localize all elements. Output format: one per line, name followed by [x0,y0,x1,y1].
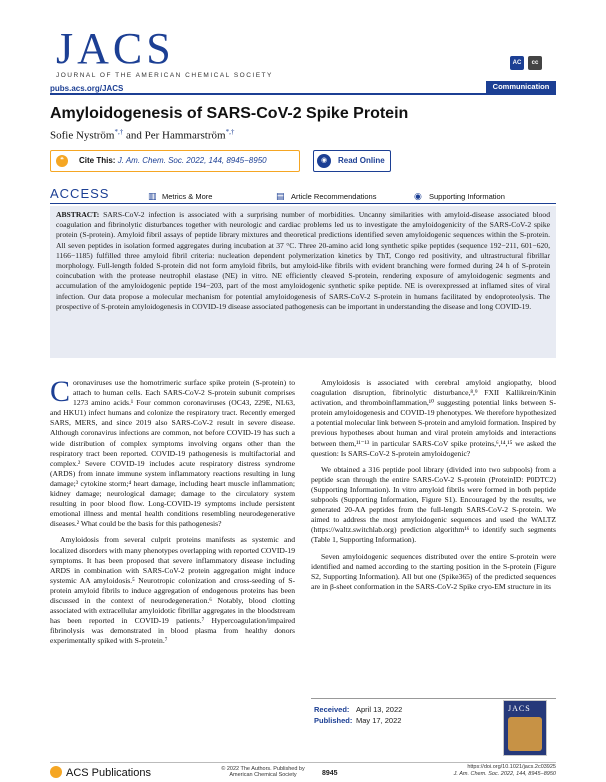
body-paragraph: We obtained a 316 peptide pool library (divided into two subpools) from a peptide scan through the entire SARS-CoV-2 S-protein (ProteinID: P0DTC2) (Supporting Information). In vitro amyloid fibrils were formed in both peptide subpools (Supporting Information, Figure S1). Encouraged by the results, we generated 20-AA peptides from the full-length SARS-CoV-2 S-protein. We aimed to address the most amyloidogenic sequences and used the WALTZ (https://waltz.switchlab.org) prediction algorithm¹⁶ to identify such segments (Table 1, Supporting Information). [311,464,556,545]
abstract-heading: ABSTRACT: [56,210,100,219]
citation-link[interactable]: J. Am. Chem. Soc. 2022, 144, 8945−8950 [117,156,267,165]
journal-full-name: JOURNAL OF THE AMERICAN CHEMICAL SOCIETY [56,72,273,79]
received-date: April 13, 2022 [356,705,403,714]
page-number: 8945 [322,770,338,777]
author-name[interactable]: Sofie Nyström [50,129,115,142]
publication-dates: Received: April 13, 2022 Published: May 17, 2022 [314,705,403,725]
body-paragraph: Amyloidosis from several culprit proteins manifests as systemic and localized disorders with many phenotypes overlapping with reported COVID-19 symptoms. It has been proposed that severe inflammatory disease including ARDS in combination with SARS-CoV-2 protein aggregation might induce systemic AA amyloidosis.⁵ Neurotropic colonization and cross-seeding of S-protein amyloid fibrils to induce aggregation of endogenous proteins has been discussed in the context of neurodegeneration.⁶ Notably, blood clotting associated with extracellular amyloidotic fibrillar aggregates in the bloodstream has been reported in COVID-19 patients.⁷ Hypercoagulation/impaired fibrinolysis was demonstrated in blood plasma from healthy donors experimentally spiked with S-protein.⁷ [50,535,295,646]
globe-icon: ◉ [317,154,331,168]
supporting-information-link[interactable]: Supporting Information [429,192,505,201]
acs-author-choice-icon[interactable]: AC [510,56,524,70]
header-divider [50,93,556,95]
published-date: May 17, 2022 [356,716,402,725]
quote-icon: ❝ [56,155,68,167]
body-column-right [311,378,556,598]
author-name[interactable]: Per Hammarström [144,129,226,142]
doi-block [442,764,556,778]
read-online-button[interactable]: Read Online [313,150,391,172]
body-paragraph: Coronaviruses use the homotrimeric surface spike protein (S-protein) to attach to human cells. Each SARS-CoV-2 S-protein subunit comprises 1273 amino acids.¹ Four common coronaviruses (OC43, 229E, NL63, and HKU1) infect humans and colonize the respiratory tract. Recently emerged SARS, MERS, and since 2019 also SARS-CoV-2 result in severe disease. Although coronavirus infections are common, not before COVID-19 has such a wide distribution of complex symptoms involving organs other than the respiratory tract been reported. COVID-19 pathogenesis is multifactorial and complex.² Severe COVID-19 includes acute respiratory distress syndrome (ARDS) from innate immune system inflammatory reactions resulting in lung damage;³ cytokine storm;⁴ heart damage, including heart muscle inflammation; kidney damage; neurological damage; damage to the circulatory system resulting in poor blood flow. Long-COVID-19 symptoms include persistent emotional illness and mental health conditions resembling neurodegenerative diseases.² What could be the basis for this pathogenesis? [50,375,295,529]
journal-url-link[interactable]: pubs.acs.org/JACS [50,84,124,93]
doi-link[interactable]: https://doi.org/10.1021/jacs.2c03925 [467,764,556,770]
creative-commons-icon[interactable]: cc [528,56,542,70]
journal-cover-thumbnail[interactable]: JACS [503,700,547,756]
supporting-info-icon: ◉ [414,191,422,201]
footer-citation: J. Am. Chem. Soc. 2022, 144, 8945−8950 [453,771,556,777]
author-affiliation-mark: *,† [114,128,124,136]
cite-this-box[interactable]: Cite This: J. Am. Chem. Soc. 2022, 144, 8945−8950 [50,150,300,172]
document-icon: ▤ [276,191,285,201]
journal-logo: JACS [56,24,175,73]
bar-chart-icon: ▥ [148,191,157,201]
abstract-text: ABSTRACT: SARS-CoV-2 infection is associated with a surprising number of morbidities. Uncanny similarities with amyloid-disease associated blood coagulation and fibrinolytic disturbances together with neurologic and cardiac problems led us to investigate the amyloidogenicity of the SARS-CoV-2 spike protein (S-protein). Amyloid fibril assays of peptide library mixtures and theoretical predictions identified seven amyloidogenic sequences within the S-protein. All seven peptides in isolation formed aggregates during incubation at 37 °C. Three 20-amino acid long synthetic spike peptides (sequence 192−211, 601−620, 1166−1185) fulfilled three amyloid fibril criteria: nucleation dependent polymerization kinetics by ThT, Congo red positivity, and ultrastructural fibrillar morphology. Full-length folded S-protein did not form amyloid fibrils, but amyloid-like fibrils with evident branching were formed during 24 h of S-protein coincubation with the protease neutrophil elastase (NE) in vitro. NE efficiently cleaved S-protein, rendering exposure of amyloidogenic segments and accumulation of the amyloidogenic peptide 194−203, part of the most amyloidogenic synthetic spike peptide. NE is overexpressed at inflamed sites of viral infection. Our data propose a molecular mechanism for potential amyloidogenesis of SARS-CoV-2 S-protein in humans facilitated by endoproteolysis. The prospective of S-protein amyloidogenesis in COVID-19 disease associated pathogenesis can be important in understanding the disease and long COVID-19. [56,210,550,311]
cover-art [508,717,542,751]
article-title: Amyloidogenesis of SARS-CoV-2 Spike Protein [50,105,409,122]
author-list: Sofie Nyström*,† and Per Hammarström*,† [50,128,235,142]
article-recommendations-link[interactable]: Article Recommendations [291,192,377,201]
access-label: ACCESS [50,186,110,201]
access-divider [50,203,556,204]
footer-divider [50,762,556,763]
drop-cap: C [50,375,71,408]
acs-logo-icon [50,766,62,778]
body-paragraph: Amyloidosis is associated with cerebral amyloid angiopathy, blood coagulation disruption, fibrinolytic disturbance,⁸,⁹ FXII Kallikrein/Kinin activation, and thromboinflammation,¹⁰ suggesting potential links between S-protein amyloidogenesis and COVID-19 phenotypes. We therefore hypothesized a potential molecular link between S-protein and amyloid formation. Inspired by previous hypotheses about human and viral protein amyloids and interactions between them,¹¹⁻¹³ in particular SARS-CoV spike proteins,⁶,¹⁴,¹⁵ we asked the question: Is SARS-CoV-2 S-protein amyloidogenic? [311,378,556,458]
body-column-left [50,375,295,652]
article-type-badge: Communication [486,81,556,93]
acs-publications-logo[interactable]: ACS Publications [50,766,151,779]
metrics-more-link[interactable]: Metrics & More [162,192,213,201]
copyright-notice: © 2022 The Authors. Published by American Chemical Society [221,766,305,778]
body-paragraph: Seven amyloidogenic sequences distributed over the entire S-protein were identified and named according to the starting position in the S-protein (Figure S2, Supporting Information). All but one (Spike365) of the predicted sequences are in β-sheet conformation in the SARS-CoV-2 Spike cryo-EM structure in its [311,551,556,591]
author-affiliation-mark: *,† [225,128,235,136]
